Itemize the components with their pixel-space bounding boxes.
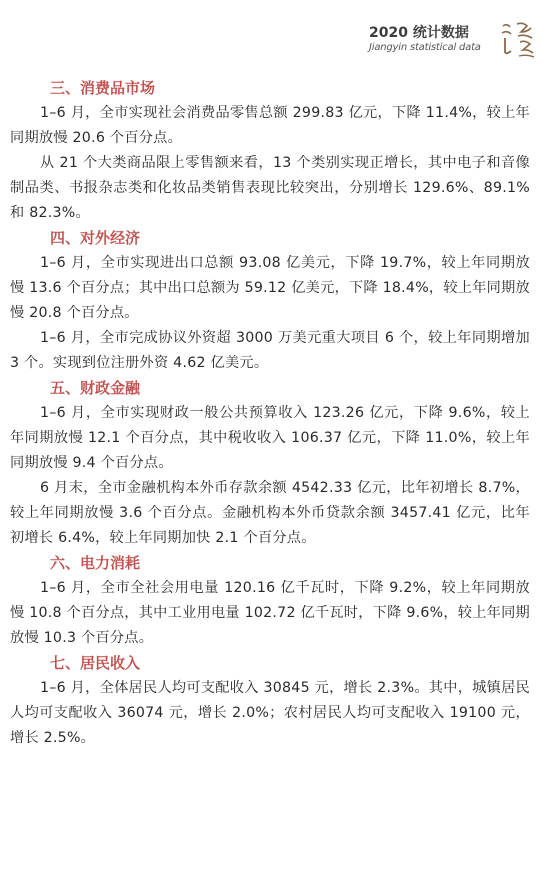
paragraph: 1–6 月，全市实现进出口总额 93.08 亿美元，下降 19.7%，较上年同期放慢 13.6 个百分点；其中出口总额为 59.12 亿美元，下降 18.4%，较上年同期放慢 20.8 个百分点。 <box>10 255 530 321</box>
section-power-consumption <box>10 551 530 651</box>
section-foreign-economy <box>10 226 530 376</box>
section-resident-income <box>10 651 530 751</box>
section-heading: 五、财政金融 <box>50 379 141 397</box>
paragraph: 1–6 月，全市实现社会消费品零售总额 299.83 亿元，下降 11.4%，较上年同期放慢 20.6 个百分点。 <box>10 105 530 146</box>
section-consumer-market <box>10 76 530 226</box>
paragraph: 1–6 月，全市实现财政一般公共预算收入 123.26 亿元，下降 9.6%，较上年同期放慢 12.1 个百分点，其中税收收入 106.37 亿元，下降 11.0%，较上年同期放慢 9.4 个百分点。 <box>10 405 530 471</box>
paragraph: 1–6 月，全市全社会用电量 120.16 亿千瓦时，下降 9.2%，较上年同期放慢 10.8 个百分点，其中工业用电量 102.72 亿千瓦时，下降 9.6%，较上年同期放慢 10.3 个百分点。 <box>10 580 530 646</box>
paragraph: 1–6 月，全市完成协议外资超 3000 万美元重大项目 6 个，较上年同期增加 3 个。实现到位注册外资 4.62 亿美元。 <box>10 330 530 371</box>
section-finance <box>10 376 530 551</box>
calligraphy-seal-icon <box>497 18 539 60</box>
paragraph: 1–6 月，全体居民人均可支配收入 30845 元，增长 2.3%。其中，城镇居民人均可支配收入 36074 元，增长 2.0%；农村居民人均可支配收入 19100 元，增长 2.5%。 <box>10 680 530 746</box>
section-heading: 四、对外经济 <box>50 229 141 247</box>
paragraph: 6 月末，全市金融机构本外币存款余额 4542.33 亿元，比年初增长 8.7%，较上年同期放慢 3.6 个百分点。金融机构本外币贷款余额 3457.41 亿元，比年初增长 6.4%，较上年同期加快 2.1 个百分点。 <box>10 480 530 546</box>
page-header <box>369 18 539 60</box>
section-heading: 七、居民收入 <box>50 654 141 672</box>
section-heading: 六、电力消耗 <box>50 554 141 572</box>
paragraph: 从 21 个大类商品限上零售额来看，13 个类别实现正增长，其中电子和音像制品类、书报杂志类和化妆品类销售表现比较突出，分别增长 129.6%、89.1% 和 82.3%。 <box>10 155 530 221</box>
header-subtitle: Jiangyin statistical data <box>369 42 481 53</box>
section-heading: 三、消费品市场 <box>50 79 156 97</box>
article-body <box>10 76 530 751</box>
header-title: 2020 统计数据 <box>369 25 469 41</box>
